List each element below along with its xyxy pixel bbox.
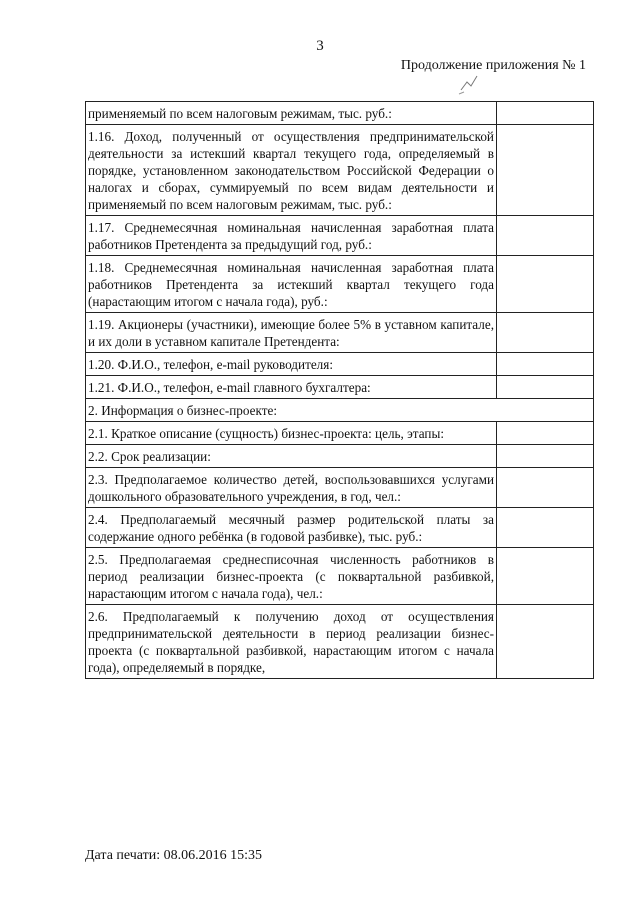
row-label: 1.16. Доход, полученный от осуществления предпринимательской деятельности за истекший квартал текущего года, определяемый в порядке, установленном законодательством Российской Федерации о налогах и сборах, суммируемый по всем видам деятельности и применяемый по всем налоговым режимам, тыс. руб.: <box>86 125 497 215</box>
row-value-field[interactable] <box>497 376 594 398</box>
appendix-continuation-label: Продолжение приложения № 1 <box>400 58 586 73</box>
row-label: применяемый по всем налоговым режимам, тыс. руб.: <box>86 102 497 124</box>
row-label: 2.1. Краткое описание (сущность) бизнес-проекта: цель, этапы: <box>86 422 497 444</box>
table-row-1-18 <box>86 256 594 313</box>
row-value-field[interactable] <box>497 468 594 507</box>
table-row-2-3 <box>86 468 594 508</box>
table-row-1-20 <box>86 353 594 376</box>
row-label: 1.20. Ф.И.О., телефон, e-mail руководителя: <box>86 353 497 375</box>
table-row-2-6 <box>86 605 594 679</box>
row-value-field[interactable] <box>497 256 594 312</box>
row-label: 1.18. Среднемесячная номинальная начисленная заработная плата работников Претендента за истекший квартал текущего года (нарастающим итогом с начала года), руб.: <box>86 256 497 312</box>
row-value-field[interactable] <box>497 508 594 547</box>
row-value-field[interactable] <box>497 125 594 215</box>
table-row-1-19 <box>86 313 594 353</box>
table-row-2-1 <box>86 422 594 445</box>
table-row-2-4 <box>86 508 594 548</box>
print-date: Дата печати: 08.06.2016 15:35 <box>85 848 263 863</box>
row-value-field[interactable] <box>497 353 594 375</box>
page-number: 3 <box>316 38 324 54</box>
row-value-field[interactable] <box>497 422 594 444</box>
table-row-1-21 <box>86 376 594 399</box>
row-value-field[interactable] <box>497 102 594 124</box>
row-value-field[interactable] <box>497 313 594 352</box>
row-value-field[interactable] <box>497 445 594 467</box>
row-value-field[interactable] <box>497 548 594 604</box>
row-value-field[interactable] <box>497 216 594 255</box>
row-label: 2.2. Срок реализации: <box>86 445 497 467</box>
table-section-header-2 <box>86 399 594 422</box>
row-label: 1.17. Среднемесячная номинальная начисленная заработная плата работников Претендента за предыдущий год, руб.: <box>86 216 497 255</box>
table-row-1-15-tail <box>86 102 594 125</box>
table-row-1-16 <box>86 125 594 216</box>
row-label: 1.19. Акционеры (участники), имеющие более 5% в уставном капитале, и их доли в уставном капитале Претендента: <box>86 313 497 352</box>
table-row-2-2 <box>86 445 594 468</box>
application-form-table <box>85 101 594 679</box>
row-label: 2.6. Предполагаемый к получению доход от осуществления предпринимательской деятельности в период реализации бизнес-проекта (с поквартальной разбивкой, нарастающим итогом с начала года), определяемый в порядке, <box>86 605 497 678</box>
row-label: 2.3. Предполагаемое количество детей, воспользовавшихся услугами дошкольного образовательного учреждения, в год, чел.: <box>86 468 497 507</box>
row-label: 2.4. Предполагаемый месячный размер родительской платы за содержание одного ребёнка (в годовой разбивке), тыс. руб.: <box>86 508 497 547</box>
table-row-2-5 <box>86 548 594 605</box>
pen-mark-icon <box>455 68 485 98</box>
row-label: 1.21. Ф.И.О., телефон, e-mail главного бухгалтера: <box>86 376 497 398</box>
table-row-1-17 <box>86 216 594 256</box>
section-heading: 2. Информация о бизнес-проекте: <box>86 399 594 421</box>
row-value-field[interactable] <box>497 605 594 678</box>
row-label: 2.5. Предполагаемая среднесписочная численность работников в период реализации бизнес-проекта (с поквартальной разбивкой, нарастающим итогом с начала года), чел.: <box>86 548 497 604</box>
